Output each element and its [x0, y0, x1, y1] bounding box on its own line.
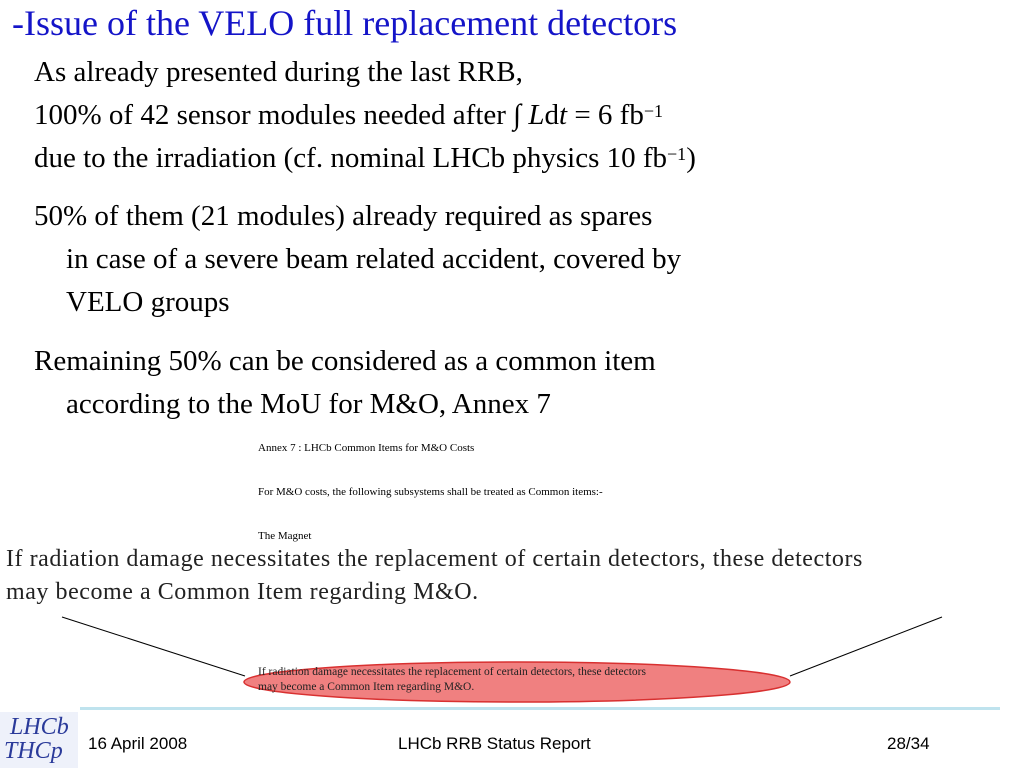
slide-title: -Issue of the VELO full replacement detectors [12, 3, 678, 43]
callout-line-left [62, 617, 245, 676]
bullet-1-line-3-pre: due to the irradiation (cf. nominal LHCb physics 10 fb [34, 142, 668, 174]
annex-heading: Annex 7 : LHCb Common Items for M&O Costs [258, 442, 475, 454]
integral-L: L [528, 99, 545, 131]
annex-item-magnet: The Magnet [258, 530, 312, 542]
bullet-1-line-3-post: ) [686, 142, 696, 174]
bullet-1-line-2-post: = 6 fb [567, 99, 644, 131]
lhcb-logo [0, 712, 78, 768]
integral-d: d [544, 99, 559, 131]
bullet-3-line-1: Remaining 50% can be considered as a common item [34, 345, 656, 377]
logo-text-bottom: THCp [4, 738, 63, 764]
footer-page-number: 28/34 [887, 734, 930, 753]
bullet-2-line-2: in case of a severe beam related accident, covered by [66, 243, 682, 275]
logo-text-top: LHCb [10, 714, 69, 740]
footer-report-title: LHCb RRB Status Report [398, 734, 591, 753]
bullet-3-line-2: according to the MoU for M&O, Annex 7 [66, 388, 551, 420]
annex-sentence: For M&O costs, the following subsystems shall be treated as Common items:- [258, 486, 603, 498]
bullet-1-line-1: As already presented during the last RRB, [34, 56, 523, 88]
zoom-text-line-2: may become a Common Item regarding M&O. [6, 579, 479, 605]
bullet-2-line-1: 50% of them (21 modules) already required as spares [34, 200, 653, 232]
ellipse-text-line-1: If radiation damage necessitates the replacement of certain detectors, these detectors [258, 666, 646, 678]
integral-t: t [559, 99, 568, 131]
bullet-1-line-2-pre: 100% of 42 sensor modules needed after ∫ [34, 99, 529, 131]
bullet-2-line-3: VELO groups [66, 286, 230, 318]
ellipse-text-line-2: may become a Common Item regarding M&O. [258, 681, 475, 693]
footer-rule [80, 707, 1000, 710]
footer-date: 16 April 2008 [88, 734, 188, 753]
zoom-text-line-1: If radiation damage necessitates the replacement of certain detectors, these detectors [6, 546, 863, 572]
callout-line-right [790, 617, 942, 676]
fb-exponent-2: −1 [667, 144, 687, 164]
fb-exponent-1: −1 [643, 101, 663, 121]
